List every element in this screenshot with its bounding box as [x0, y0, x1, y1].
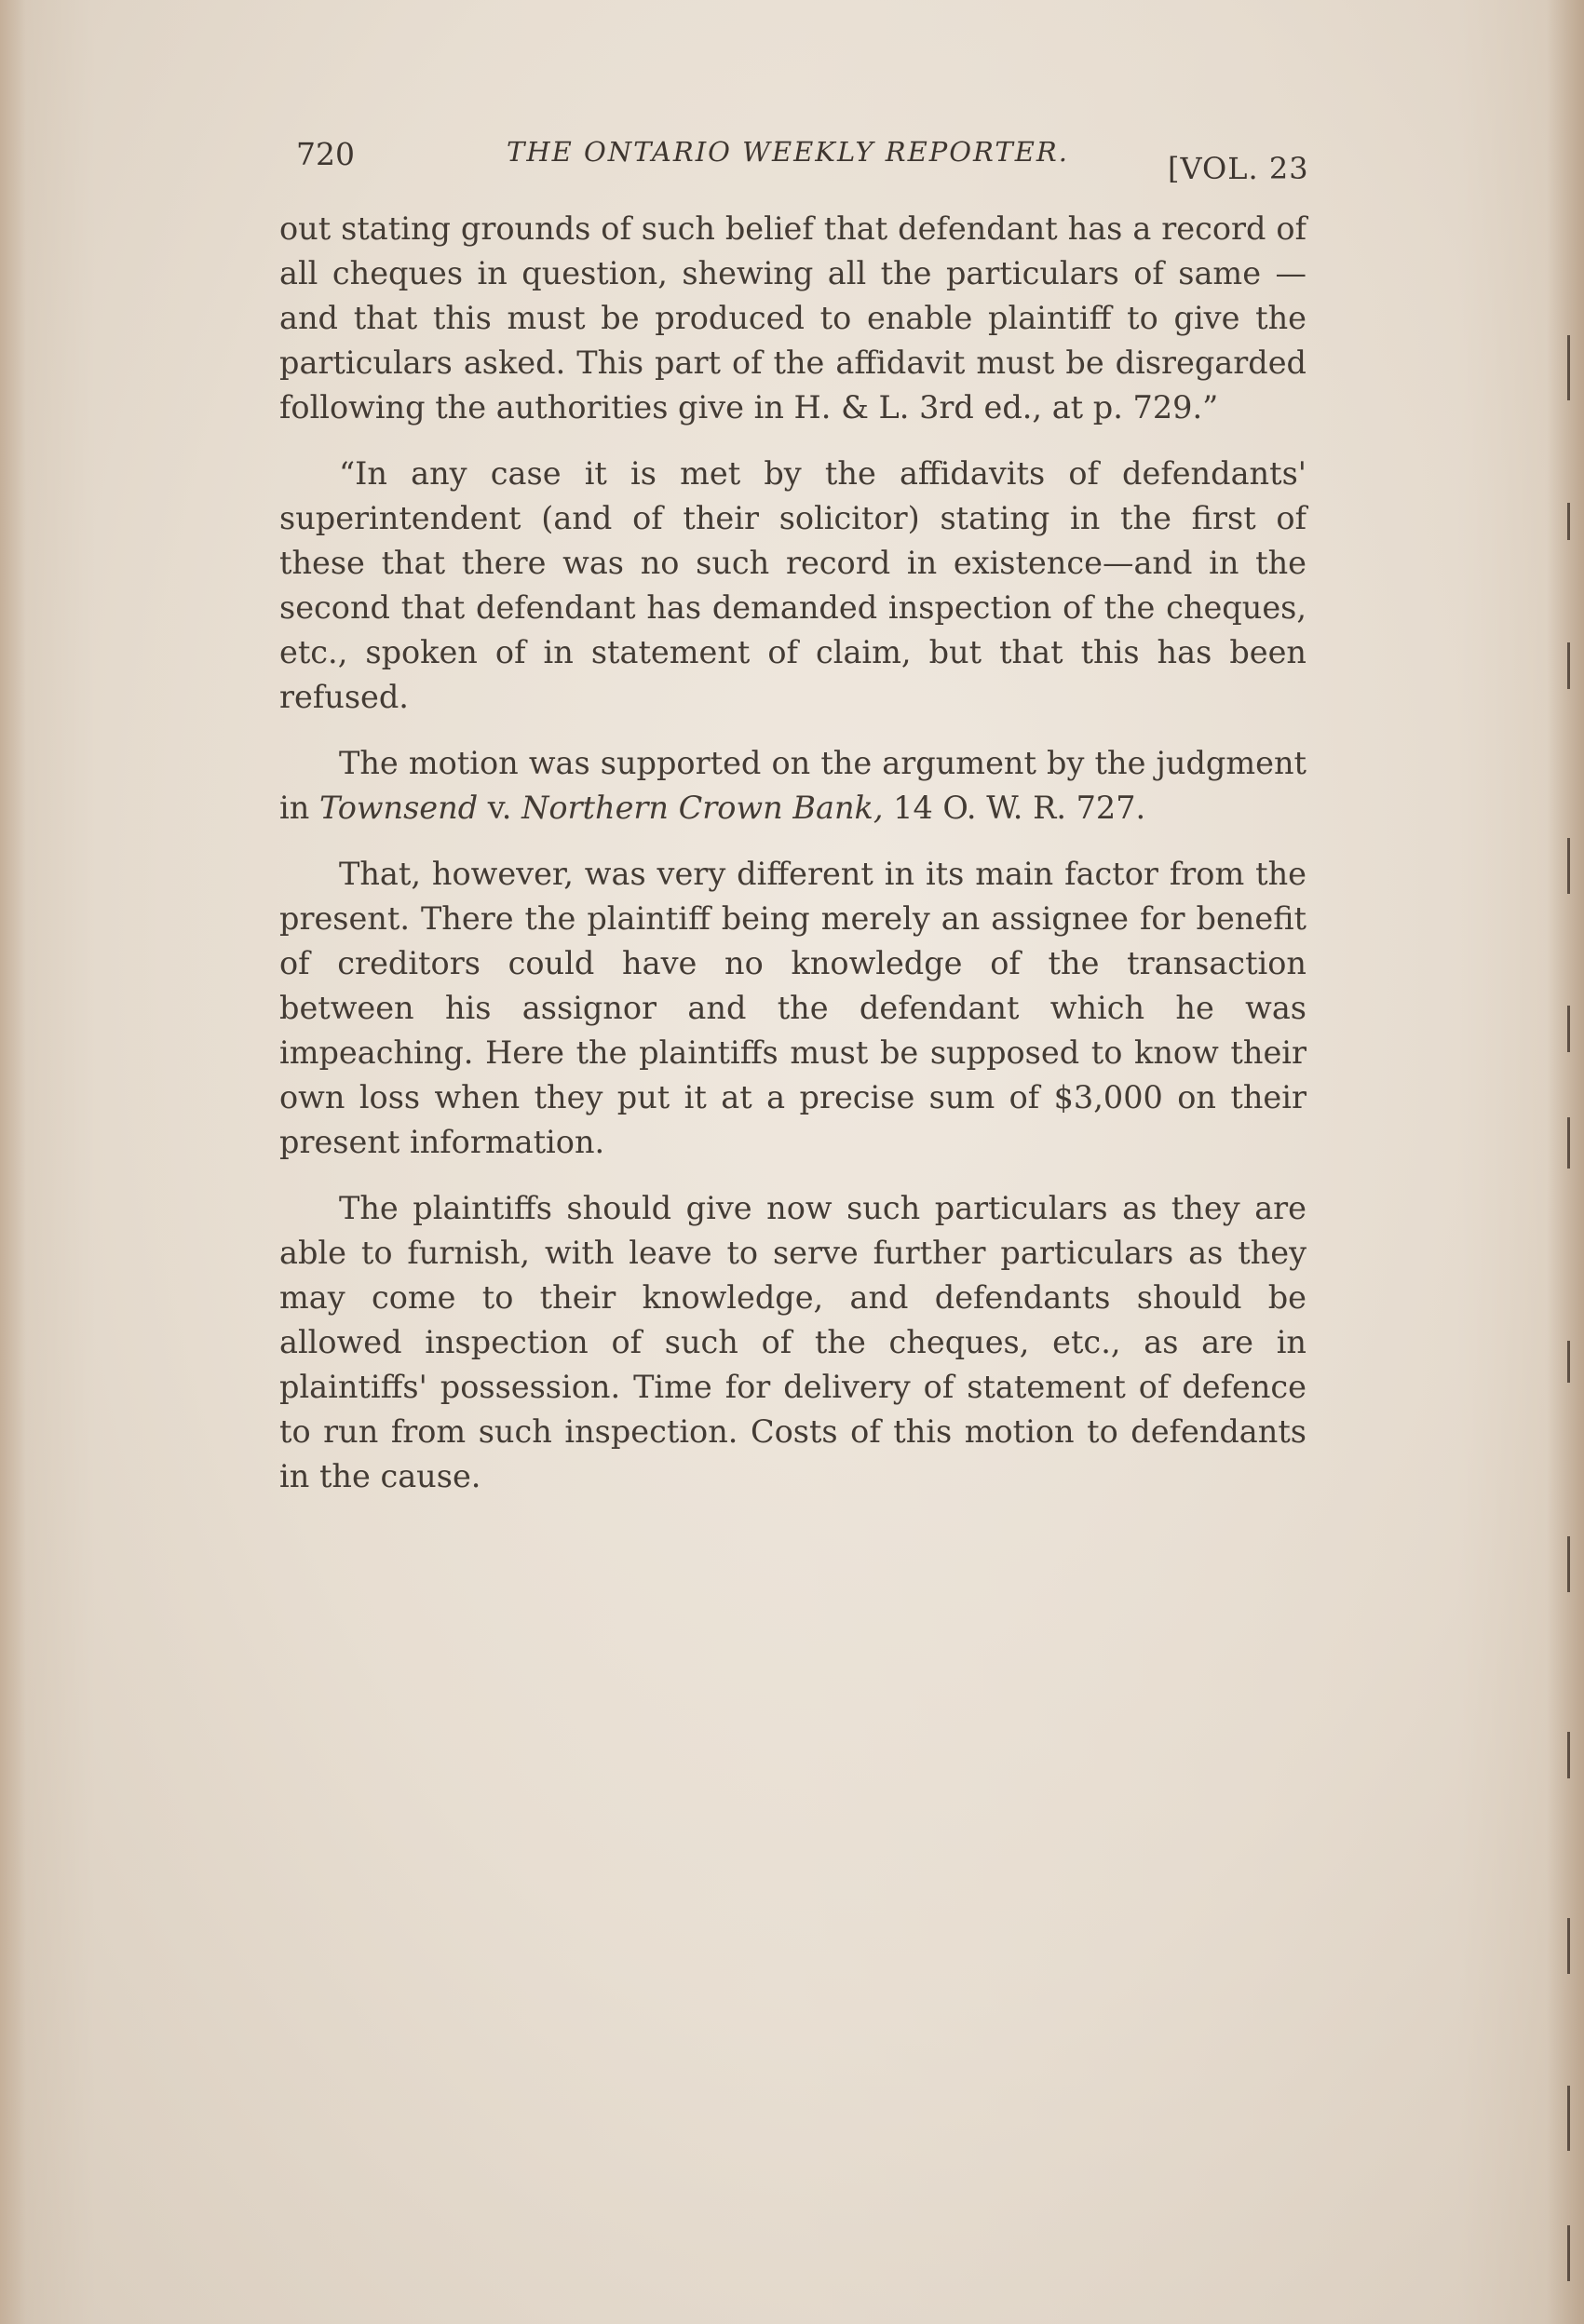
paragraph-continuation: out stating grounds of such belief that defendant has a record of all cheques in question, shewing all the particulars of same —and that this must be produced to enable plaintiff to give the particulars asked. This part of the affidavit must be disregarded following the authorities give in H. & L. 3rd ed., at p. 729.” — [279, 210, 1306, 426]
page-number: 720 — [296, 136, 355, 172]
paragraph-motion — [279, 741, 1306, 831]
motion-text-before: The motion was supported on the argument by the judgment in — [279, 745, 1306, 826]
case-versus: v. — [478, 790, 522, 826]
paragraph-quote: “In any case it is met by the affidavits of defendants' superintendent (and of their solicitor) stating in the first of these that there was no such record in existence—and in the second that defendant has demanded inspection of the cheques, etc., spoken of in statement of claim, but that this has been refused. — [279, 455, 1306, 715]
body-text — [279, 207, 1306, 1499]
volume-label: [VOL. 23 — [1168, 151, 1309, 186]
page-left-edge-shadow — [0, 0, 26, 2324]
case-citation: 14 O. W. R. 727. — [883, 790, 1146, 826]
paragraph-order: The plaintiffs should give now such particulars as they are able to furnish, with leave to serve further particulars as they may come to their knowledge, and defendants should be allowed inspection of such of the cheques, etc., as are in plaintiffs' possession. Time for delivery of statement of defence to run from such inspection. Costs of this motion to defendants in the cause. — [279, 1190, 1306, 1494]
running-title: THE ONTARIO WEEKLY REPORTER. — [507, 136, 1069, 168]
case-defendant: Northern Crown Bank, — [521, 790, 884, 826]
paragraph-distinction: That, however, was very different in its main factor from the present. There the plaintiff being merely an assignee for benefit of creditors could have no knowledge of the transaction between his assignor and the defendant which he was impeaching. Here the plaintiffs must be supposed to know their own loss when they put it at a precise sum of $3,000 on their present information. — [279, 856, 1306, 1160]
binding-marks — [1567, 335, 1573, 2290]
running-header — [296, 127, 1320, 192]
case-plaintiff: Townsend — [318, 790, 479, 826]
page-right-edge-shadow — [1547, 0, 1584, 2324]
